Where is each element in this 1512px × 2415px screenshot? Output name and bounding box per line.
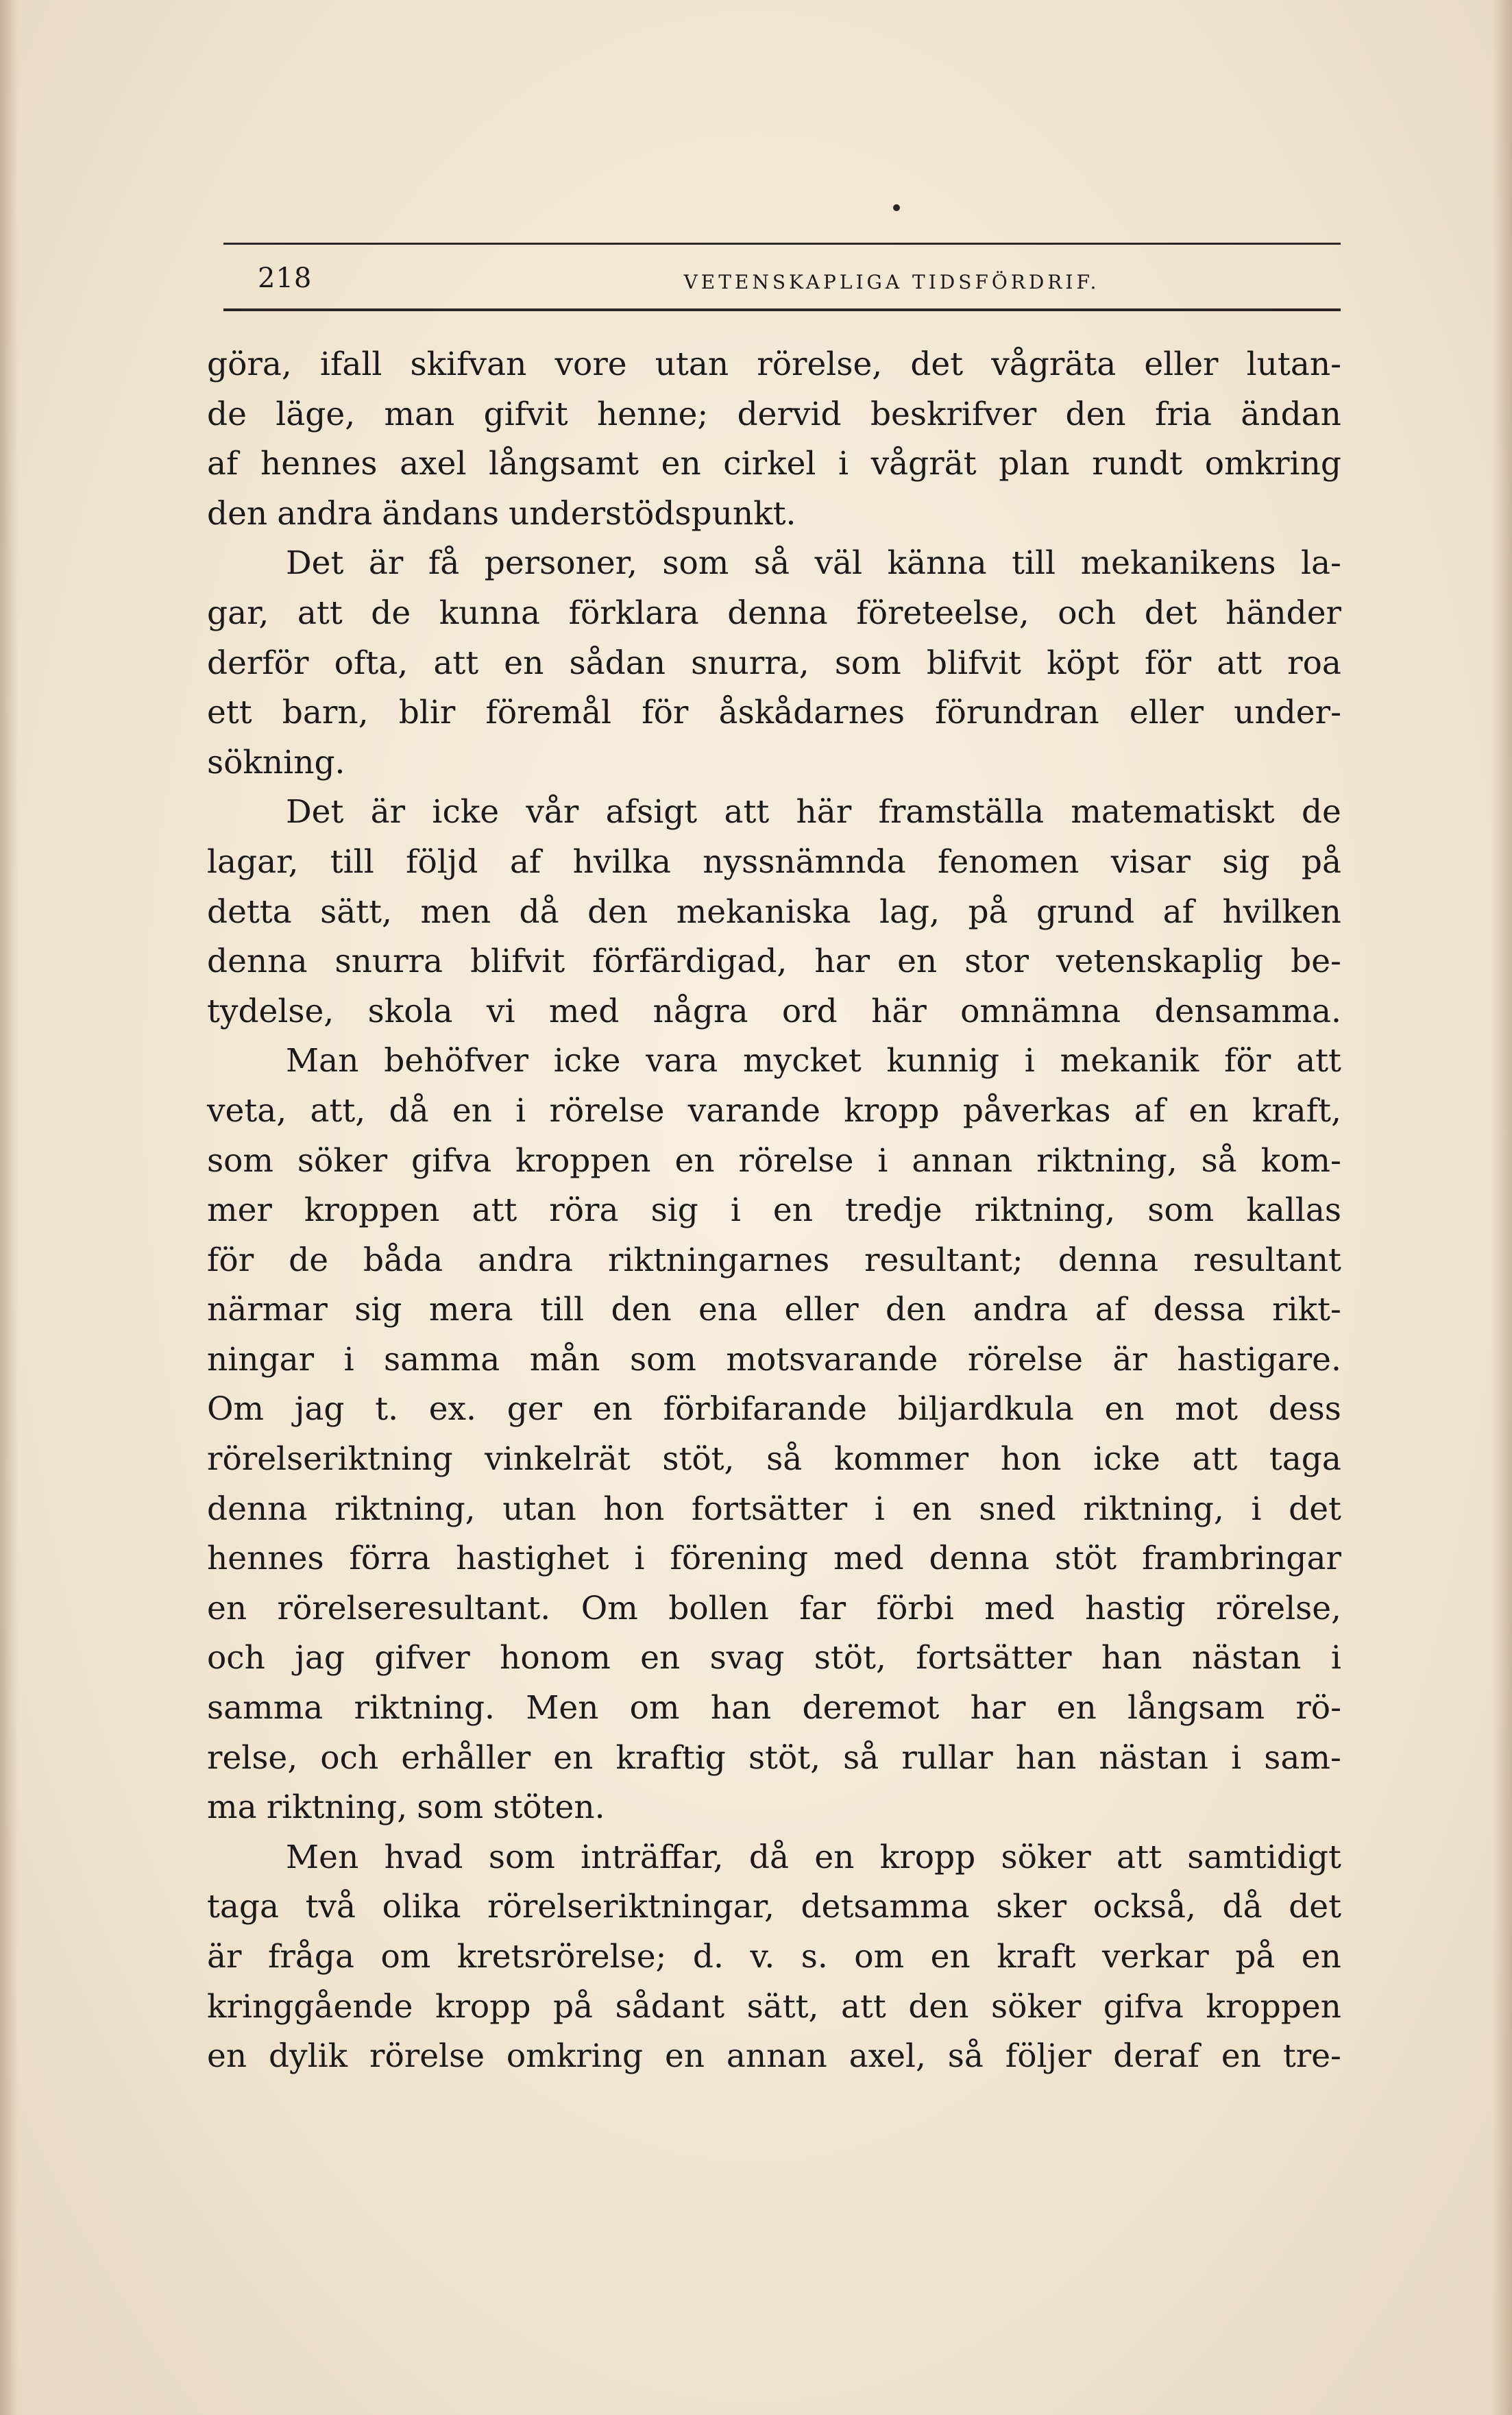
- text-line: gar, att de kunna förklara denna företeelse, och det händer: [207, 594, 1341, 632]
- text-line: den andra ändans understödspunkt.: [207, 494, 796, 533]
- text-line: närmar sig mera till den ena eller den andra af dessa rikt-: [207, 1291, 1341, 1329]
- ink-speck: [893, 204, 900, 211]
- header-rule-bottom: [223, 308, 1341, 311]
- text-line: tydelse, skola vi med några ord här omnämna densamma.: [207, 992, 1341, 1030]
- text-line: Man behöfver icke vara mycket kunnig i mekanik för att: [286, 1042, 1341, 1080]
- page-header: [223, 234, 1341, 319]
- text-line: derför ofta, att en sådan snurra, som blifvit köpt för att roa: [207, 644, 1341, 682]
- text-line: göra, ifall skifvan vore utan rörelse, det vågräta eller lutan-: [207, 345, 1341, 383]
- text-line: denna riktning, utan hon fortsätter i en sned riktning, i det: [207, 1490, 1341, 1528]
- text-line: Om jag t. ex. ger en förbifarande biljardkula en mot dess: [207, 1390, 1341, 1429]
- text-line: veta, att, då en i rörelse varande kropp påverkas af en kraft,: [207, 1091, 1341, 1130]
- text-line: hennes förra hastighet i förening med denna stöt frambringar: [207, 1540, 1341, 1578]
- text-line: och jag gifver honom en svag stöt, fortsätter han nästan i: [207, 1639, 1341, 1677]
- text-line: denna snurra blifvit förfärdigad, har en stor vetenskaplig be-: [207, 943, 1341, 981]
- text-line: detta sätt, men då den mekaniska lag, på grund af hvilken: [207, 893, 1341, 931]
- text-line: en dylik rörelse omkring en annan axel, så följer deraf en tre-: [207, 2037, 1341, 2076]
- running-head: VETENSKAPLIGA TIDSFÖRDRIF.: [683, 271, 1100, 293]
- text-line: som söker gifva kroppen en rörelse i annan riktning, så kom-: [207, 1141, 1341, 1180]
- text-line: lagar, till följd af hvilka nyssnämnda fenomen visar sig på: [207, 842, 1341, 881]
- text-line: Men hvad som inträffar, då en kropp söker att samtidigt: [286, 1838, 1341, 1876]
- text-line: sökning.: [207, 743, 345, 781]
- text-line: samma riktning. Men om han deremot har en långsam rö-: [207, 1689, 1341, 1727]
- text-line: är fråga om kretsrörelse; d. v. s. om en kraft verkar på en: [207, 1938, 1341, 1976]
- text-line: taga två olika rörelseriktningar, detsamma sker också, då det: [207, 1888, 1341, 1926]
- text-line: af hennes axel långsamt en cirkel i vågrät plan rundt omkring: [207, 445, 1341, 483]
- text-line: en rörelseresultant. Om bollen far förbi med hastig rörelse,: [207, 1589, 1341, 1627]
- text-line: relse, och erhåller en kraftig stöt, så rullar han nästan i sam-: [207, 1738, 1341, 1777]
- text-line: kringgående kropp på sådant sätt, att den söker gifva kroppen: [207, 1987, 1341, 2026]
- text-line: ningar i samma mån som motsvarande rörelse är hastigare.: [207, 1340, 1341, 1379]
- header-rule-top: [223, 243, 1341, 245]
- text-line: Det är icke vår afsigt att här framställa matematiskt de: [286, 793, 1341, 832]
- text-line: för de båda andra riktningarnes resultant; denna resultant: [207, 1241, 1341, 1279]
- text-line: Det är få personer, som så väl känna till mekanikens la-: [286, 544, 1341, 583]
- text-line: rörelseriktning vinkelrät stöt, så kommer hon icke att taga: [207, 1440, 1341, 1479]
- text-line: mer kroppen att röra sig i en tredje riktning, som kallas: [207, 1191, 1341, 1230]
- text-line: ma riktning, som stöten.: [207, 1788, 605, 1827]
- text-line: ett barn, blir föremål för åskådarnes förundran eller under-: [207, 694, 1341, 732]
- body-text: [207, 340, 1341, 2082]
- text-line: de läge, man gifvit henne; dervid beskrifver den fria ändan: [207, 395, 1341, 433]
- page-number: 218: [258, 263, 313, 294]
